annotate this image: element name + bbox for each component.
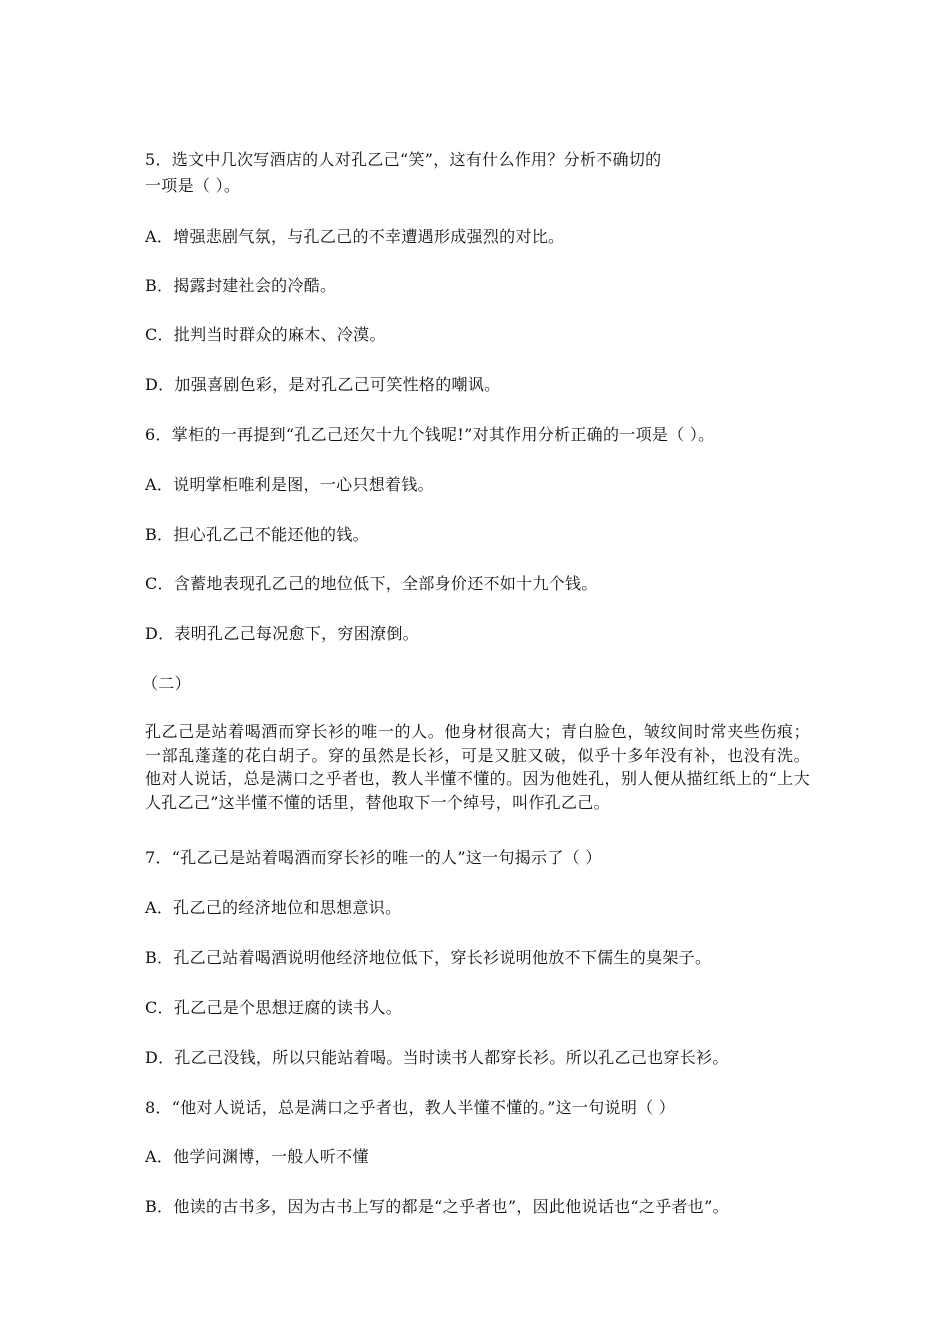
question-7-option-a: A．孔乙己的经济地位和思想意识。	[145, 898, 402, 917]
question-5-option-b: B．揭露封建社会的冷酷。	[145, 276, 337, 295]
question-7-option-b: B．孔乙己站着喝酒说明他经济地位低下，穿长衫说明他放不下儒生的臭架子。	[145, 948, 712, 967]
question-6-option-a: A．说明掌柜唯利是图，一心只想着钱。	[145, 475, 434, 494]
question-5-stem-line-2: 一项是（ ）。	[145, 176, 241, 195]
question-5-option-c: C．批判当时群众的麻木、冷漠。	[145, 325, 386, 344]
question-7-stem: 7．“孔乙己是站着喝酒而穿长衫的唯一的人”这一句揭示了（ ）	[145, 848, 602, 867]
question-8-option-b: B．他读的古书多，因为古书上写的都是“之乎者也”，因此他说话也“之乎者也”。	[145, 1197, 729, 1216]
question-5-option-d: D．加强喜剧色彩，是对孔乙己可笑性格的嘲讽。	[145, 375, 501, 394]
question-8-option-a: A．他学问渊博，一般人听不懂	[145, 1147, 369, 1166]
question-6-stem: 6．掌柜的一再提到“孔乙己还欠十九个钱呢!”对其作用分析正确的一项是（ ）。	[145, 425, 715, 444]
question-8-stem: 8．“他对人说话，总是满口之乎者也，教人半懂不懂的。”这一句说明（ ）	[145, 1098, 676, 1117]
section-heading: （二）	[142, 674, 191, 693]
question-7-option-d: D．孔乙己没钱，所以只能站着喝。当时读书人都穿长衫。所以孔乙己也穿长衫。	[145, 1048, 729, 1067]
reading-passage: 孔乙己是站着喝酒而穿长衫的唯一的人。他身材很高大；青白脸色，皱纹间时常夹些伤痕；一部乱蓬蓬的花白胡子。穿的虽然是长衫，可是又脏又破，似乎十多年没有补，也没有洗。他对人说话，总是满口之乎者也，教人半懂不懂的。因为他姓孔，别人便从描红纸上的“上大人孔乙己”这半懂不懂的话里，替他取下一个绰号，叫作孔乙己。	[145, 722, 810, 812]
question-5-stem-line-1: 5．选文中几次写酒店的人对孔乙己“笑”，这有什么作用？分析不确切的	[145, 150, 662, 169]
question-5-option-a: A．增强悲剧气氛，与孔乙己的不幸遭遇形成强烈的对比。	[145, 227, 565, 246]
question-6-option-c: C．含蓄地表现孔乙己的地位低下，全部身价还不如十九个钱。	[145, 574, 598, 593]
question-6-option-b: B．担心孔乙己不能还他的钱。	[145, 525, 369, 544]
question-6-option-d: D．表明孔乙己每况愈下，穷困潦倒。	[145, 624, 419, 643]
question-7-option-c: C．孔乙己是个思想迂腐的读书人。	[145, 998, 403, 1017]
